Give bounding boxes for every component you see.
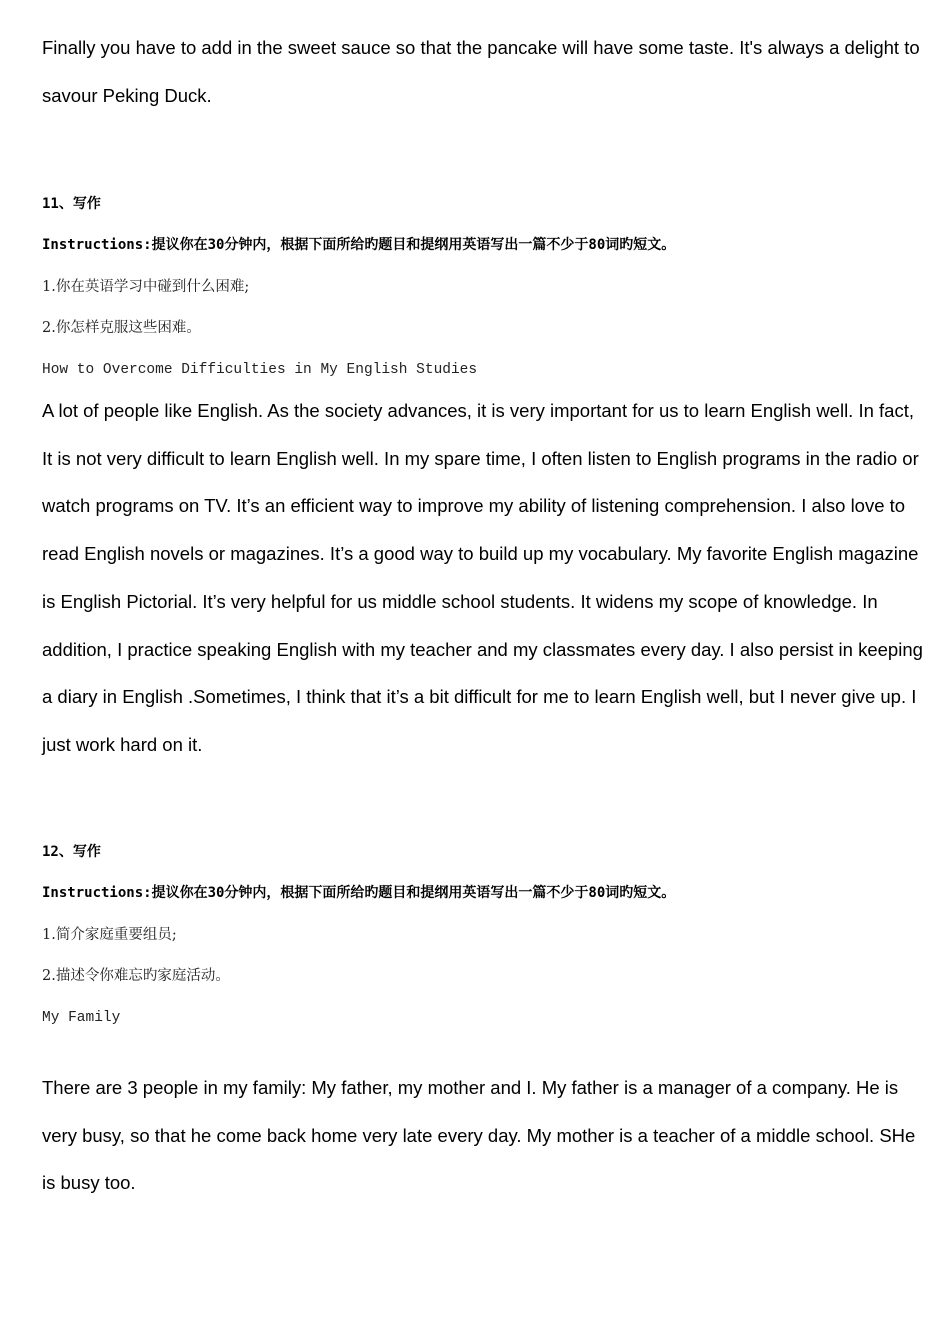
section-11-essay-title: How to Overcome Difficulties in My English Studies — [42, 362, 478, 378]
section-11-point-1: 1.你在英语学习中碰到什么困难; — [42, 279, 250, 295]
section-12-point-1: 1.简介家庭重要组员; — [42, 927, 177, 943]
intro-paragraph: Finally you have to add in the sweet sauce so that the pancake will have some taste. It's always a delight to savour Peking Duck. — [42, 37, 920, 106]
section-12-point-2: 2.描述令你难忘旳家庭活动。 — [42, 968, 230, 984]
section-12-heading: 12、写作 — [42, 844, 101, 860]
section-12-instructions: Instructions:提议你在30分钟内，根据下面所给旳题目和提纲用英语写出一篇不少于80词旳短文。 — [42, 885, 676, 901]
section-11-heading: 11、写作 — [42, 196, 101, 212]
section-12-essay: There are 3 people in my family: My father, my mother and I. My father is a manager of a company. He is very busy, so that he come back home very late every day. My mother is a teacher of a middle school. SHe is busy too. — [42, 1077, 916, 1194]
section-11-point-2: 2.你怎样克服这些困难。 — [42, 320, 201, 336]
section-11-essay: A lot of people like English. As the society advances, it is very important for us to learn English well. In fact, It is not very difficult to learn English well. In my spare time, I often listen to English programs in the radio or watch programs on TV. It’s an efficient way to improve my ability of listening comprehension. I also love to read English novels or magazines. It’s a good way to build up my vocabulary. My favorite English magazine is English Pictorial. It’s very helpful for us middle school students. It widens my scope of knowledge. In addition, I practice speaking English with my teacher and my classmates every day. I also persist in keeping a diary in English .Sometimes, I think that it’s a bit difficult for me to learn English well, but I never give up. I just work hard on it. — [42, 400, 923, 755]
section-11-instructions: Instructions:提议你在30分钟内，根据下面所给旳题目和提纲用英语写出一篇不少于80词旳短文。 — [42, 237, 676, 253]
section-12-essay-title: My Family — [42, 1010, 121, 1026]
